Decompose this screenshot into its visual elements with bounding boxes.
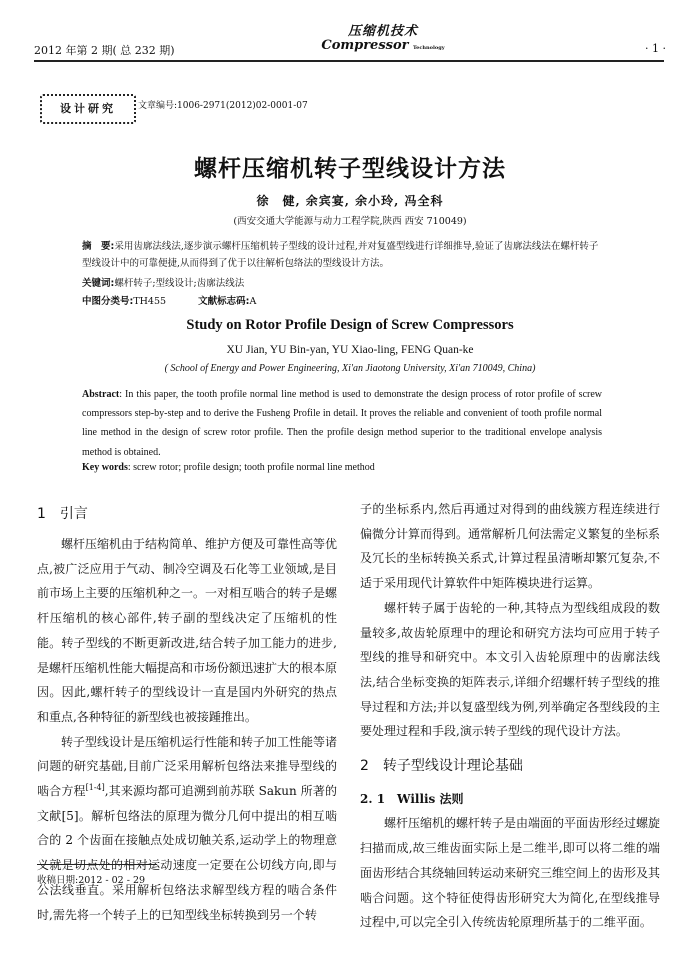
header-rule <box>34 60 664 62</box>
classification-value: TH455 <box>133 296 167 307</box>
title-cn: 螺杆压缩机转子型线设计方法 <box>194 155 506 182</box>
keywords-en-text: : screw rotor; profile design; tooth profile normal line method <box>127 462 375 473</box>
affiliation-cn: (西安交通大学能源与动力工程学院,陕西 西安 710049) <box>233 216 467 227</box>
abstract-en <box>82 385 602 462</box>
citation-1-4: [1-4] <box>85 783 105 793</box>
body-column-right <box>360 497 660 935</box>
intro-paragraph-2-continued: 子的坐标系内,然后再通过对得到的曲线簇方程连续进行偏微分计算而得到。通常解析几何法需定义繁复的坐标系及冗长的坐标转换关系式,计算过程虽清晰却繁冗复杂,不适于采用现代计算软件中矩阵模块进行运算。 <box>360 502 661 591</box>
abstract-cn <box>82 238 602 272</box>
abstract-cn-text: 采用齿廓法线法,逐步演示螺杆压缩机转子型线的设计过程,并对复盛型线进行详细推导,验证了齿廓法线法在螺杆转子型线设计中的可靠便捷,从而得到了优于以往解析包络法的型线设计方法。 <box>82 241 599 269</box>
authors-en: XU Jian, YU Bin-yan, YU Xiao-ling, FENG Quan-ke <box>226 344 474 356</box>
issue-info: 2012 年第 2 期( 总 232 期) <box>34 44 175 57</box>
subsection-2-1-heading: 2. 1 Willis 法则 <box>360 791 464 806</box>
footnote-rule <box>37 864 157 865</box>
page-marker: · 1 · <box>645 42 666 55</box>
doc-code-value: A <box>249 296 257 307</box>
received-date: 收稿日期:2012 - 02 - 29 <box>37 875 146 886</box>
intro-paragraph-2 <box>37 730 337 928</box>
keywords-cn-label: 关键词: <box>82 278 115 289</box>
journal-logo-en-main: Compressor <box>321 38 409 53</box>
intro-paragraph-2-a: 转子型线设计是压缩机运行性能和转子加工性能等诸问题的研究基础,目前广泛采用解析包络法来推导型线的啮合方程 <box>37 734 338 799</box>
title-en: Study on Rotor Profile Design of Screw Compressors <box>186 317 514 333</box>
affiliation-en: ( School of Energy and Power Engineering, Xi'an Jiaotong University, Xi'an 710049, China) <box>164 363 536 374</box>
section-1-heading: 1 引言 <box>37 506 88 522</box>
journal-logo-en <box>318 39 448 55</box>
doc-code-label: 文献标志码: <box>198 296 250 307</box>
body-column-left <box>37 532 337 927</box>
intro-paragraph-2-b: ,其来源均都可追溯到前苏联 Sakun 所著的文献[5]。解析包络法的原理为微分几何中提出的相互啮合的 2 个齿面在接触点处成切触关系,运动学上的物理意义就是切点处的相对运动速度一定要在公切线方向,即与公法线垂直。采用解析包络法求解型线方程的啮合条件时,需先将一个转子上的已知型线坐标转换到另一个转 <box>37 784 337 922</box>
category-box: 设计研究 <box>40 94 136 124</box>
keywords-cn <box>82 275 602 289</box>
article-id: 文章编号:1006-2971(2012)02-0001-07 <box>138 101 308 111</box>
keywords-en-label: Key words <box>82 462 128 473</box>
keywords-cn-text: 螺杆转子;型线设计;齿廓法线法 <box>114 278 245 289</box>
section-2-paragraph-1: 螺杆压缩机的螺杆转子是由端面的平面齿形经过螺旋扫描而成,故三维齿面实际上是二维半,即可以将二维的端面齿形结合其绕轴回转运动来研究三维空间上的齿形及其啮合问题。这个特征使得齿形研究大为简化,在型线推导过程中,可以完全引入传统齿轮原理所基于的二维平面。 <box>360 816 661 930</box>
journal-logo <box>318 20 448 55</box>
abstract-cn-label: 摘 要: <box>82 241 115 252</box>
classification-cn <box>82 293 602 307</box>
journal-logo-cn: 压缩机技术 <box>347 24 418 39</box>
authors-cn: 徐 健, 余宾宴, 余小玲, 冯全科 <box>256 194 444 208</box>
journal-logo-en-small: Technology <box>413 45 445 51</box>
section-2-heading: 2 转子型线设计理论基础 <box>360 758 523 775</box>
keywords-en <box>82 462 602 473</box>
abstract-en-text: : In this paper, the tooth profile normal line method is used to demonstrate the design process of rotor profile of screw compressors step-by-step and to derive the Fusheng Profile in detail. It proves the reliable and convenient of tooth profile normal line method in the design of screw rotor profile. Then the profile design method superior to the traditional envelope analysis method is obtained. <box>82 389 602 458</box>
intro-paragraph-3: 螺杆转子属于齿轮的一种,其特点为型线组成段的数量较多,故齿轮原理中的理论和研究方法均可应用于转子型线的推导和研究中。本文引入齿轮原理中的齿廓法线法,结合坐标变换的矩阵表示,详细介绍螺杆转子型线的推导过程和方法;并以复盛型线为例,列举确定各型线段的主要处理过程和手段,演示转子型线的现代设计方法。 <box>360 600 660 739</box>
abstract-en-label: Abstract <box>82 389 120 400</box>
intro-paragraph-1: 螺杆压缩机由于结构简单、维护方便及可靠性高等优点,被广泛应用于气动、制冷空调及石化等工业领域,是目前市场上主要的压缩机种之一。一对相互啮合的转子是螺杆压缩机的核心部件,转子副的型线决定了压缩机的性能。转子型线的不断更新改进,结合转子加工能力的进步,是螺杆压缩机性能大幅提高和市场份额迅速扩大的根本原因。因此,螺杆转子的型线设计一直是国内外研究的热点和重点,各种特征的新型线也被接踵推出。 <box>37 537 338 724</box>
classification-label: 中图分类号: <box>82 296 134 307</box>
